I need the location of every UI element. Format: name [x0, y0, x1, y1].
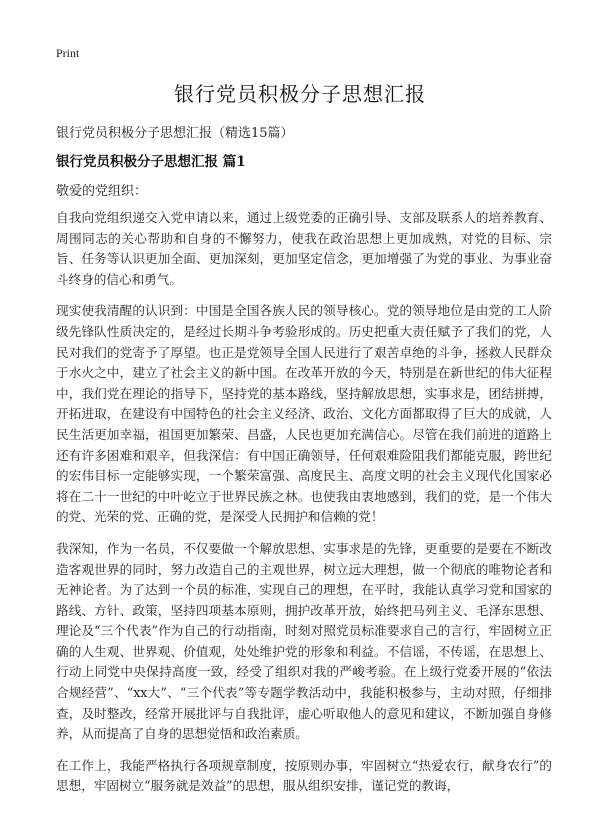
document-subtitle: 银行党员积极分子思想汇报（精选15篇）	[56, 126, 294, 141]
paragraph-1: 自我向党组织递交入党申请以来，通过上级党委的正确引导、支部及联系人的培养教育、周围同志的关心帮助和自身的不懈努力，使我在政治思想上更加成熟，对党的目标、宗旨、任务等认识更加全面、更加深刻，更加坚定信念，更加增强了为党的事业、为事业奋斗终身的信心和勇气。	[56, 210, 552, 287]
paragraph-2: 现实使我清醒的认识到：中国是全国各族人民的领导核心。党的领导地位是由党的工人阶级先锋队性质决定的，是经过长期斗争考验形成的。历史把重大责任赋予了我们的党，人民对我们的党寄予了厚望。也正是党领导全国人民进行了艰苦卓绝的斗争，拯救人民群众于水火之中，建立了社会主义的新中国。在改革开放的今天，特别是在新世纪的伟大征程中，我们党在理论的指导下，坚持党的基本路线，坚持解放思想，实事求是，团结拼搏，开拓进取，在建设有中国特色的社会主义经济、政治、文化方面都取得了巨大的成就，人民生活更加幸福，祖国更加繁荣、昌盛，人民也更加充满信心。尽管在我们前进的道路上还有许多困难和艰辛，但我深信：有中国正确领导，任何艰难险阻我们都能克服，跨世纪的宏伟目标一定能够实现，一个繁荣富强、高度民主、高度文明的社会主义现代化国家必将在二十一世纪的中叶屹立于世界民族之林。也使我由衷地感到，我们的党，是一个伟大的党、光荣的党、正确的党，是深受人民拥护和信赖的党！	[56, 303, 552, 525]
paragraph-4: 在工作上，我能严格执行各项规章制度，按原则办事，牢固树立“热爱农行，献身农行”的思想，牢固树立“服务就是效益”的思想，服从组织安排，谨记党的教诲，	[56, 757, 552, 794]
section-heading: 银行党员积极分子思想汇报 篇1	[56, 154, 246, 170]
document-title: 银行党员积极分子思想汇报	[174, 82, 426, 106]
paragraph-3: 我深知，作为一名员，不仅要做一个解放思想、实事求是的先锋，更重要的是要在不断改造客观世界的同时，努力改造自己的主观世界，树立远大理想，做一个彻底的唯物论者和无神论者。为了达到一个员的标准，实现自己的理想，在平时，我能认真学习党和国家的路线、方针、政策，坚持四项基本原则，拥护改革开放，始终把马列主义、毛泽东思想、理论及“三个代表”作为自己的行动指南，时刻对照党员标准要求自己的言行，牢固树立正确的人生观、世界观、价值观，处处维护党的形象和利益。不信谣，不传谣，在思想上、行动上同党中央保持高度一致，经受了组织对我的严峻考验。在上级行党委开展的“依法合规经营”、“xx大”、“三个代表”等专题学教活动中，我能积极参与，主动对照，仔细排查，及时整改，经常开展批评与自我批评，虚心听取他人的意见和建议，不断加强自身修养，从而提高了自身的思想觉悟和政治素质。	[56, 540, 552, 742]
document-body	[56, 208, 552, 808]
greeting: 敬爱的党组织：	[56, 184, 148, 199]
print-label: Print	[56, 46, 80, 60]
